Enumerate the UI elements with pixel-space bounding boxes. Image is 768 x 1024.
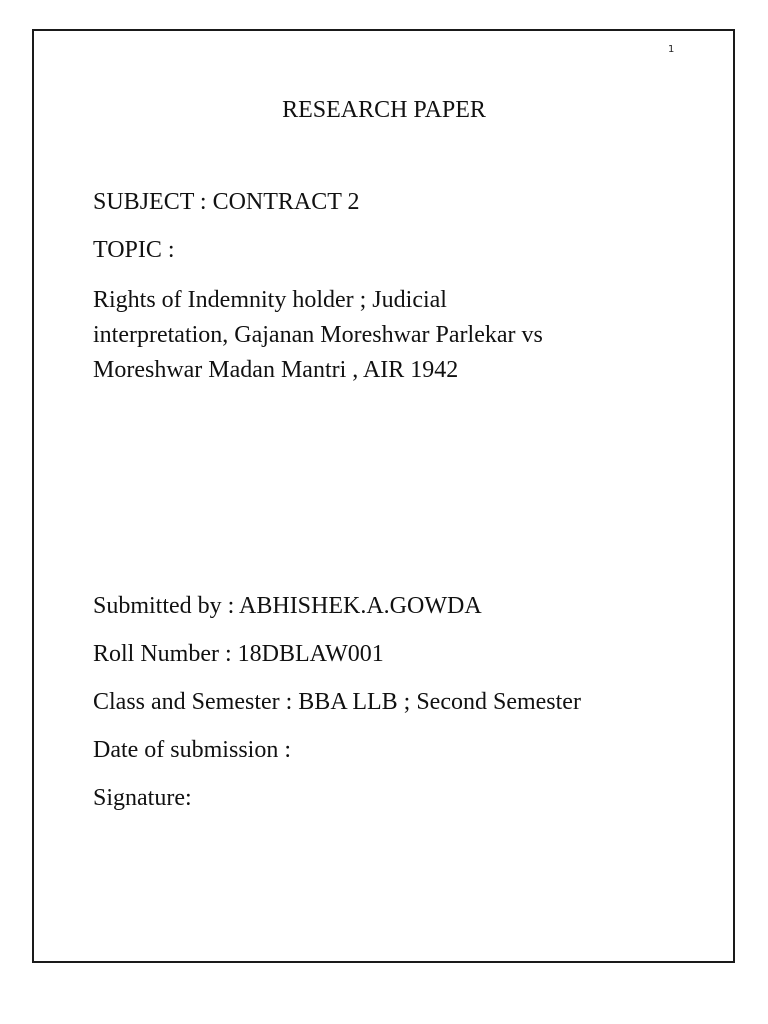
topic-line: Rights of Indemnity holder ; Judicial: [93, 287, 447, 313]
class-semester-line: Class and Semester : BBA LLB ; Second Semester: [93, 689, 581, 715]
page-border: [32, 29, 735, 963]
document-title: RESEARCH PAPER: [282, 97, 486, 123]
topic-label: TOPIC :: [93, 237, 175, 263]
date-of-submission-line: Date of submission :: [93, 737, 291, 763]
page-number: 1: [668, 44, 675, 55]
roll-number-line: Roll Number : 18DBLAW001: [93, 641, 384, 667]
topic-line: Moreshwar Madan Mantri , AIR 1942: [93, 357, 459, 383]
topic-text: [93, 283, 713, 388]
subject-line: SUBJECT : CONTRACT 2: [93, 189, 360, 215]
topic-line: interpretation, Gajanan Moreshwar Parlekar vs: [93, 322, 543, 348]
signature-line: Signature:: [93, 785, 192, 811]
submitted-by-line: Submitted by : ABHISHEK.A.GOWDA: [93, 593, 482, 619]
